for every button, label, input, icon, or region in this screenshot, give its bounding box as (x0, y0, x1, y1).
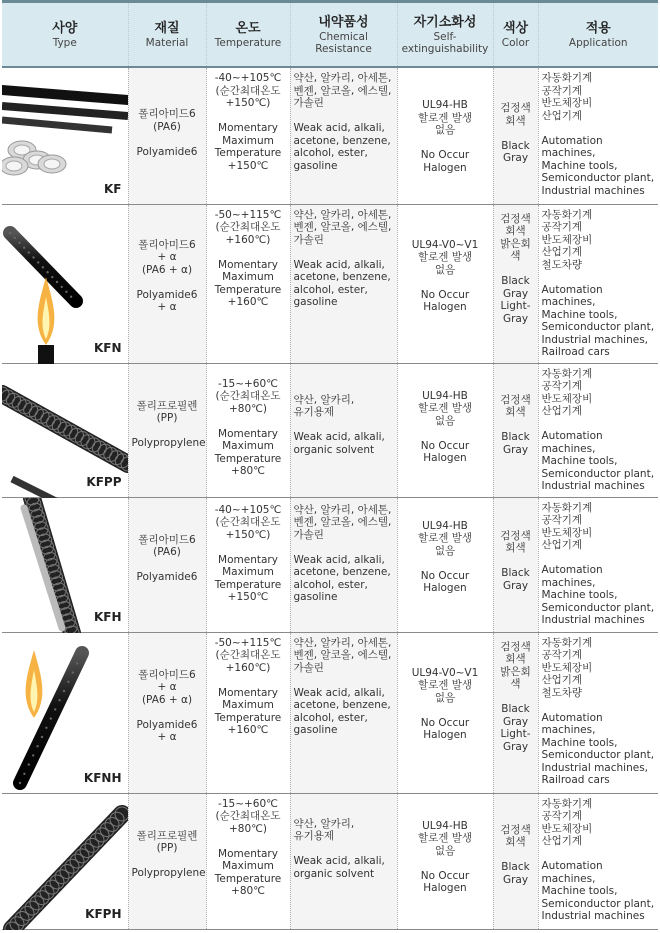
application-cell: 자동화기계 공작기계 반도체장비 산업기계 Automation machines, Machine tools, Semiconductor plant, Industrial machines (538, 67, 658, 204)
corrugated-tube-photo-icon (2, 633, 128, 794)
self-ext-cell: UL94-HB 할로겐 발생 없음 No Occur Halogen (397, 363, 493, 497)
product-code: KFNH (83, 771, 122, 785)
corrugated-tube-photo-icon (2, 205, 128, 364)
material-cell: 폴리프로필렌 (PP) Polypropylene (128, 363, 206, 497)
material-cell: 폴리아미드6 (PA6) Polyamide6 (128, 497, 206, 632)
color-cell: 검정색 회색 Black Gray (493, 363, 538, 497)
temperature-cell: -50~+115℃ (순간최대온도 +160℃) Momentary Maximum Temperature +160℃ (206, 204, 290, 363)
spec-table (2, 0, 658, 930)
self-ext-cell: UL94-HB 할로겐 발생 없음 No Occur Halogen (397, 67, 493, 204)
table-row (2, 793, 658, 929)
application-cell: 자동화기계 공작기계 반도체장비 산업기계 Automation machines, Machine tools, Semiconductor plant, Industrial machines (538, 793, 658, 929)
application-cell: 자동화기계 공작기계 반도체장비 산업기계 Automation machines, Machine tools, Semiconductor plant, Industrial machines (538, 363, 658, 497)
table-row (2, 204, 658, 363)
color-cell: 검정색 회색 Black Gray (493, 497, 538, 632)
temperature-cell: -15~+60℃ (순간최대온도 +80℃) Momentary Maximum Temperature +80℃ (206, 793, 290, 929)
self-ext-cell: UL94-HB 할로겐 발생 없음 No Occur Halogen (397, 497, 493, 632)
product-code: KFPH (85, 907, 122, 921)
col-temperature: 온도 Temperature (206, 2, 290, 68)
product-image-cell (2, 67, 128, 204)
chemical-cell: 약산, 알카리, 유기용제 Weak acid, alkali, organic solvent (290, 793, 397, 929)
table-row (2, 497, 658, 632)
application-cell: 자동화기계 공작기계 반도체장비 산업기계 Automation machines, Machine tools, Semiconductor plant, Industrial machines (538, 497, 658, 632)
product-code: KFN (93, 341, 122, 355)
col-material: 재질 Material (128, 2, 206, 68)
col-type: 사양 Type (2, 2, 128, 68)
chemical-cell: 약산, 알카리, 유기용제 Weak acid, alkali, organic solvent (290, 363, 397, 497)
col-chemical: 내약품성 Chemical Resistance (290, 2, 397, 68)
table-row (2, 363, 658, 497)
table-row (2, 632, 658, 793)
table-row (2, 67, 658, 204)
material-cell: 폴리프로필렌 (PP) Polypropylene (128, 793, 206, 929)
product-image-cell (2, 363, 128, 497)
chemical-cell: 약산, 알카리, 아세톤, 벤젠, 알코올, 에스텔, 가솔린 Weak acid, alkali, acetone, benzene, alcohol, ester, gasoline (290, 204, 397, 363)
product-code: KFH (93, 610, 122, 624)
product-image-cell (2, 632, 128, 793)
product-code: KF (104, 182, 122, 196)
temperature-cell: -40~+105℃ (순간최대온도 +150℃) Momentary Maximum Temperature +150℃ (206, 67, 290, 204)
color-cell: 검정색 회색 밝은회색 Black Gray Light- Gray (493, 204, 538, 363)
product-image-cell (2, 204, 128, 363)
temperature-cell: -50~+115℃ (순간최대온도 +160℃) Momentary Maximum Temperature +160℃ (206, 632, 290, 793)
chemical-cell: 약산, 알카리, 아세톤, 벤젠, 알코올, 에스텔, 가솔린 Weak acid, alkali, acetone, benzene, alcohol, ester, gasoline (290, 497, 397, 632)
temperature-cell: -15~+60℃ (순간최대온도 +80℃) Momentary Maximum Temperature +80℃ (206, 363, 290, 497)
header-row (2, 2, 658, 68)
col-self-ext: 자기소화성 Self- extinguishability (397, 2, 493, 68)
application-cell: 자동화기계 공작기계 반도체장비 산업기계 철도차량 Automation machines, Machine tools, Semiconductor plant, Industrial machines, Railroad cars (538, 632, 658, 793)
self-ext-cell: UL94-V0~V1 할로겐 발생 없음 No Occur Halogen (397, 632, 493, 793)
product-code: KFPP (86, 475, 122, 489)
color-cell: 검정색 회색 Black Gray (493, 67, 538, 204)
color-cell: 검정색 회색 Black Gray (493, 793, 538, 929)
material-cell: 폴리아미드6 + α (PA6 + α) Polyamide6 + α (128, 204, 206, 363)
material-cell: 폴리아미드6 + α (PA6 + α) Polyamide6 + α (128, 632, 206, 793)
chemical-cell: 약산, 알카리, 아세톤, 벤젠, 알코올, 에스텔, 가솔린 Weak acid, alkali, acetone, benzene, alcohol, ester, gasoline (290, 632, 397, 793)
material-cell: 폴리아미드6 (PA6) Polyamide6 (128, 67, 206, 204)
col-application: 적용 Application (538, 2, 658, 68)
col-color: 색상 Color (493, 2, 538, 68)
self-ext-cell: UL94-HB 할로겐 발생 없음 No Occur Halogen (397, 793, 493, 929)
product-image-cell (2, 793, 128, 929)
chemical-cell: 약산, 알카리, 아세톤, 벤젠, 알코올, 에스텔, 가솔린 Weak acid, alkali, acetone, benzene, alcohol, ester, gasoline (290, 67, 397, 204)
product-image-cell (2, 497, 128, 632)
application-cell: 자동화기계 공작기계 반도체장비 산업기계 철도차량 Automation machines, Machine tools, Semiconductor plant, Industrial machines, Railroad cars (538, 204, 658, 363)
self-ext-cell: UL94-V0~V1 할로겐 발생 없음 No Occur Halogen (397, 204, 493, 363)
temperature-cell: -40~+105℃ (순간최대온도 +150℃) Momentary Maximum Temperature +150℃ (206, 497, 290, 632)
color-cell: 검정색 회색 밝은회색 Black Gray Light- Gray (493, 632, 538, 793)
